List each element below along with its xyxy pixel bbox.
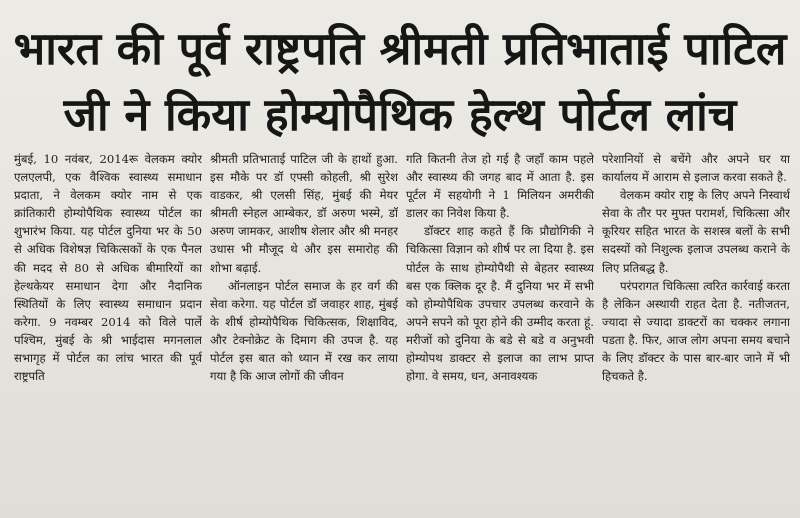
article-body [14,150,790,518]
column-1-paragraph-1: मुंबई, 10 नवंबर, 2014रू वेलकम क्योर एलएलपी, एक वैश्विक स्वास्थ्य समाधान प्रदाता, ने वेलकम क्योर नाम से एक क्रांतिकारी होम्योपैथिक स्वास्थ्य पोर्टल का शुभारंभ किया. यह पोर्टल दुनिया भर के 50 से अधिक विशेषज्ञ चिकित्सकों के एक पैनल की मदद से 80 से अधिक बीमारियों का हेल्थकेयर समाधान देगा और नैदानिक स्थितियों के लिए स्वास्थ्य समाधान प्रदान करेगा. 9 नवम्बर 2014 को विले पार्ले पश्चिम, मुंबई के श्री भाईदास मगनलाल सभागृह में पोर्टल का लांच भारत की पूर्व राष्ट्रपति [14,152,202,384]
column-1 [14,150,202,518]
column-3-paragraph-1: गति कितनी तेज हो गई है जहाँ काम पहले और स्वास्थ्य की जगह बाद में आता है. इस पूर्टल में सहयोगी ने 1 मिलियन अमरीकी डालर का निवेश किया है. [406,152,594,221]
column-4 [602,150,790,518]
column-4-paragraph-3: परंपरागत चिकित्सा त्वरित कार्रवाई करता है लेकिन अस्थायी राहत देता है. नतीजतन, ज्यादा से ज्यादा डाक्टरों का चक्कर लगाना पडता है. फिर, आज लोग अपना समय बचाने के लिए डॉक्टर के पास बार-बार जाने में भी हिचकते है. [602,278,790,384]
column-2-paragraph-2: ऑनलाइन पोर्टल समाज के हर वर्ग की सेवा करेगा. यह पोर्टल डॉ जवाहर शाह, मुंबई के शीर्ष होम्योपैथिक चिकित्सक, शिक्षाविद, और टेक्नोक्रेट के दिमाग की उपज है. यह पोर्टल इस बात को ध्यान में रख कर लाया गया है कि आज लोगों की जीवन [210,278,398,384]
column-3-paragraph-2: डॉक्टर शाह कहते हैं कि प्रौद्योगिकी ने चिकित्सा विज्ञान को शीर्ष पर ला दिया है. इस पोर्टल के साथ होम्योपैथी से बेहतर स्वास्थ्य बस एक क्लिक दूर है. मैं दुनिया भर में सभी को होम्योपैथिक उपचार उपलब्ध करवाने के अपने सपने को पूरा होने की उम्मीद करता हूं. मरीजों को दुनिया के बडे से बडे व अनुभवी होम्योपथ डाक्टर से इलाज का लाभ प्राप्त होगा. वे समय, धन, अनावश्यक [406,224,594,384]
column-4-paragraph-1: परेशानियों से बचेंगे और अपने घर या कार्यालय में आराम से इलाज करवा सकते है. [602,152,790,185]
column-4-paragraph-2: वेलकम क्योर राष्ट्र के लिए अपने निस्वार्थ सेवा के तौर पर मुफ्त परामर्श, चिकित्सा और कूरियर सहित भारत के सशस्त्र बलों के सभी सदस्यों को निशुल्क इलाज उपलब्ध कराने के लिए प्रतिबद्ध है. [602,188,790,275]
column-2 [210,150,398,518]
column-3 [406,150,594,518]
headline: भारत की पूर्व राष्ट्रपति श्रीमती प्रतिभाताई पाटिल जी ने किया होम्योपैथिक हेल्थ पोर्टल लांच [13,22,787,141]
column-2-paragraph-1: श्रीमती प्रतिभाताई पाटिल जी के हाथों हुआ. इस मौके पर डॉ एफ्सी कोहली, श्री सुरेश वाडकर, श्री एलसी सिंह, मुंबई की मेयर श्रीमती स्नेहल आम्बेकर, डॉ अरुण भस्मे, डॉ अरुण जामकर, आशीष शेलार और श्री मनहर उधास भी मौजूद थे और इस समारोह की शोभा बढ़ाई. [210,152,398,275]
